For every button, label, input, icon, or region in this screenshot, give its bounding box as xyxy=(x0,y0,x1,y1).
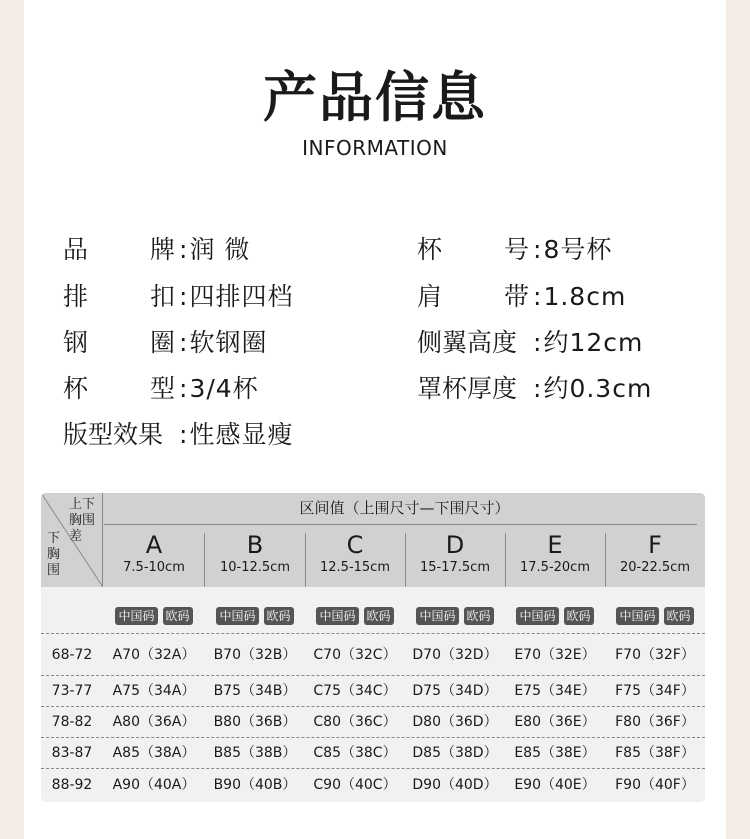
euro-code-label: 欧码 xyxy=(664,607,694,625)
euro-code-label: 欧码 xyxy=(163,607,193,625)
size-cell: B85（38B） xyxy=(213,745,297,761)
size-cell: B75（34B） xyxy=(213,683,297,699)
cup-letter: D xyxy=(445,531,465,559)
cup-column-f xyxy=(605,525,705,587)
info-side-wing xyxy=(417,327,643,359)
size-cell: E70（32E） xyxy=(514,647,596,663)
band-size: 73-77 xyxy=(51,683,93,699)
info-strap-value: 1.8cm xyxy=(543,282,627,311)
band-size: 78-82 xyxy=(51,714,93,730)
info-colon: : xyxy=(179,420,188,449)
info-cup-size-value: 8号杯 xyxy=(543,235,613,264)
info-side-wing-value: 约12cm xyxy=(543,328,644,357)
cup-column-c xyxy=(305,525,405,587)
info-wire-label: 钢 圈 xyxy=(63,328,175,357)
cup-range: 17.5-20cm xyxy=(520,560,590,575)
size-cell: B70（32B） xyxy=(213,647,297,663)
size-table xyxy=(41,493,705,802)
size-cell: D85（38D） xyxy=(412,745,498,761)
cup-range: 10-12.5cm xyxy=(220,560,290,575)
info-brand-label: 品 牌 xyxy=(63,235,175,264)
corner-top-text: 上下胸围差 xyxy=(69,497,96,544)
table-corner xyxy=(41,493,103,587)
size-cell: B90（40B） xyxy=(213,777,297,793)
band-size: 83-87 xyxy=(51,745,93,761)
page-subtitle: INFORMATION xyxy=(302,136,448,160)
code-labels-d xyxy=(405,607,505,625)
size-cell: C75（34C） xyxy=(313,683,397,699)
band-size: 68-72 xyxy=(51,647,93,663)
cup-column-b xyxy=(205,525,305,587)
info-cup-size xyxy=(417,234,612,266)
euro-code-label: 欧码 xyxy=(264,607,294,625)
info-colon: : xyxy=(533,328,542,357)
info-cup-size-label: 杯 号 xyxy=(417,235,529,264)
cup-range: 12.5-15cm xyxy=(320,560,390,575)
size-cell: C85（38C） xyxy=(313,745,397,761)
china-code-label: 中国码 xyxy=(316,607,358,625)
cup-range: 15-17.5cm xyxy=(420,560,490,575)
china-code-label: 中国码 xyxy=(115,607,157,625)
cup-letter: A xyxy=(145,531,163,559)
code-labels-a xyxy=(104,607,204,625)
info-strap xyxy=(417,281,626,313)
info-effect xyxy=(63,419,293,451)
code-labels-f xyxy=(605,607,705,625)
size-cell: A85（38A） xyxy=(112,745,196,761)
code-labels-b xyxy=(205,607,305,625)
cup-letter: C xyxy=(346,531,364,559)
cup-column-a xyxy=(104,525,204,587)
info-cup-thickness xyxy=(417,373,652,405)
code-labels-e xyxy=(505,607,605,625)
info-cup-type-label: 杯 型 xyxy=(63,374,175,403)
size-cell: A70（32A） xyxy=(112,647,196,663)
info-cup-type xyxy=(63,373,259,405)
size-table-header xyxy=(41,493,705,587)
size-cell: E80（36E） xyxy=(514,714,596,730)
row-divider xyxy=(41,706,705,707)
info-clasp-label: 排 扣 xyxy=(63,282,175,311)
size-cell: F70（32F） xyxy=(615,647,695,663)
table-header-title: 区间值（上围尺寸—下围尺寸） xyxy=(299,499,510,517)
size-cell: C90（40C） xyxy=(313,777,397,793)
row-divider xyxy=(41,768,705,769)
size-cell: A75（34A） xyxy=(112,683,196,699)
info-side-wing-label: 侧翼高度 xyxy=(417,328,518,357)
size-cell: A90（40A） xyxy=(112,777,196,793)
info-wire xyxy=(63,327,267,359)
info-clasp xyxy=(63,281,293,313)
cup-letter: E xyxy=(547,531,563,559)
cup-range: 7.5-10cm xyxy=(123,560,185,575)
info-brand xyxy=(63,234,250,266)
size-cell: F75（34F） xyxy=(615,683,695,699)
info-colon: : xyxy=(179,328,188,357)
euro-code-label: 欧码 xyxy=(564,607,594,625)
band-size: 88-92 xyxy=(51,777,93,793)
size-cell: F80（36F） xyxy=(615,714,695,730)
size-cell: A80（36A） xyxy=(112,714,196,730)
china-code-label: 中国码 xyxy=(416,607,458,625)
size-cell: D90（40D） xyxy=(412,777,498,793)
info-colon: : xyxy=(533,374,542,403)
info-effect-label: 版型效果 xyxy=(63,420,164,449)
cup-letter: F xyxy=(648,531,662,559)
info-cup-thickness-value: 约0.3cm xyxy=(543,374,653,403)
size-cell: F85（38F） xyxy=(615,745,695,761)
size-cell: D70（32D） xyxy=(412,647,498,663)
size-cell: E75（34E） xyxy=(514,683,596,699)
size-cell: E85（38E） xyxy=(514,745,596,761)
row-divider xyxy=(41,633,705,634)
info-colon: : xyxy=(179,374,188,403)
info-wire-value: 软钢圈 xyxy=(189,328,268,357)
cup-column-d xyxy=(405,525,505,587)
size-cell: E90（40E） xyxy=(514,777,596,793)
china-code-label: 中国码 xyxy=(516,607,558,625)
china-code-label: 中国码 xyxy=(616,607,658,625)
size-cell: C70（32C） xyxy=(313,647,397,663)
info-effect-value: 性感显瘦 xyxy=(189,420,294,449)
info-colon: : xyxy=(533,235,542,264)
euro-code-label: 欧码 xyxy=(364,607,394,625)
row-divider xyxy=(41,737,705,738)
info-brand-value: 润 微 xyxy=(189,235,251,264)
size-cell: D75（34D） xyxy=(412,683,498,699)
size-cell: F90（40F） xyxy=(615,777,695,793)
info-cup-type-value: 3/4杯 xyxy=(189,374,259,403)
info-strap-label: 肩 带 xyxy=(417,282,529,311)
cup-range: 20-22.5cm xyxy=(620,560,690,575)
row-divider xyxy=(41,675,705,676)
info-clasp-value: 四排四档 xyxy=(189,282,294,311)
euro-code-label: 欧码 xyxy=(464,607,494,625)
info-cup-thickness-label: 罩杯厚度 xyxy=(417,374,518,403)
corner-bottom-label: 下胸围 xyxy=(47,531,61,578)
page-title: 产品信息 xyxy=(263,66,487,129)
code-labels-c xyxy=(305,607,405,625)
cup-column-e xyxy=(505,525,605,587)
china-code-label: 中国码 xyxy=(216,607,258,625)
size-cell: D80（36D） xyxy=(412,714,498,730)
info-colon: : xyxy=(533,282,542,311)
size-cell: B80（36B） xyxy=(213,714,297,730)
info-colon: : xyxy=(179,282,188,311)
cup-letter: B xyxy=(246,531,264,559)
info-colon: : xyxy=(179,235,188,264)
size-cell: C80（36C） xyxy=(313,714,397,730)
